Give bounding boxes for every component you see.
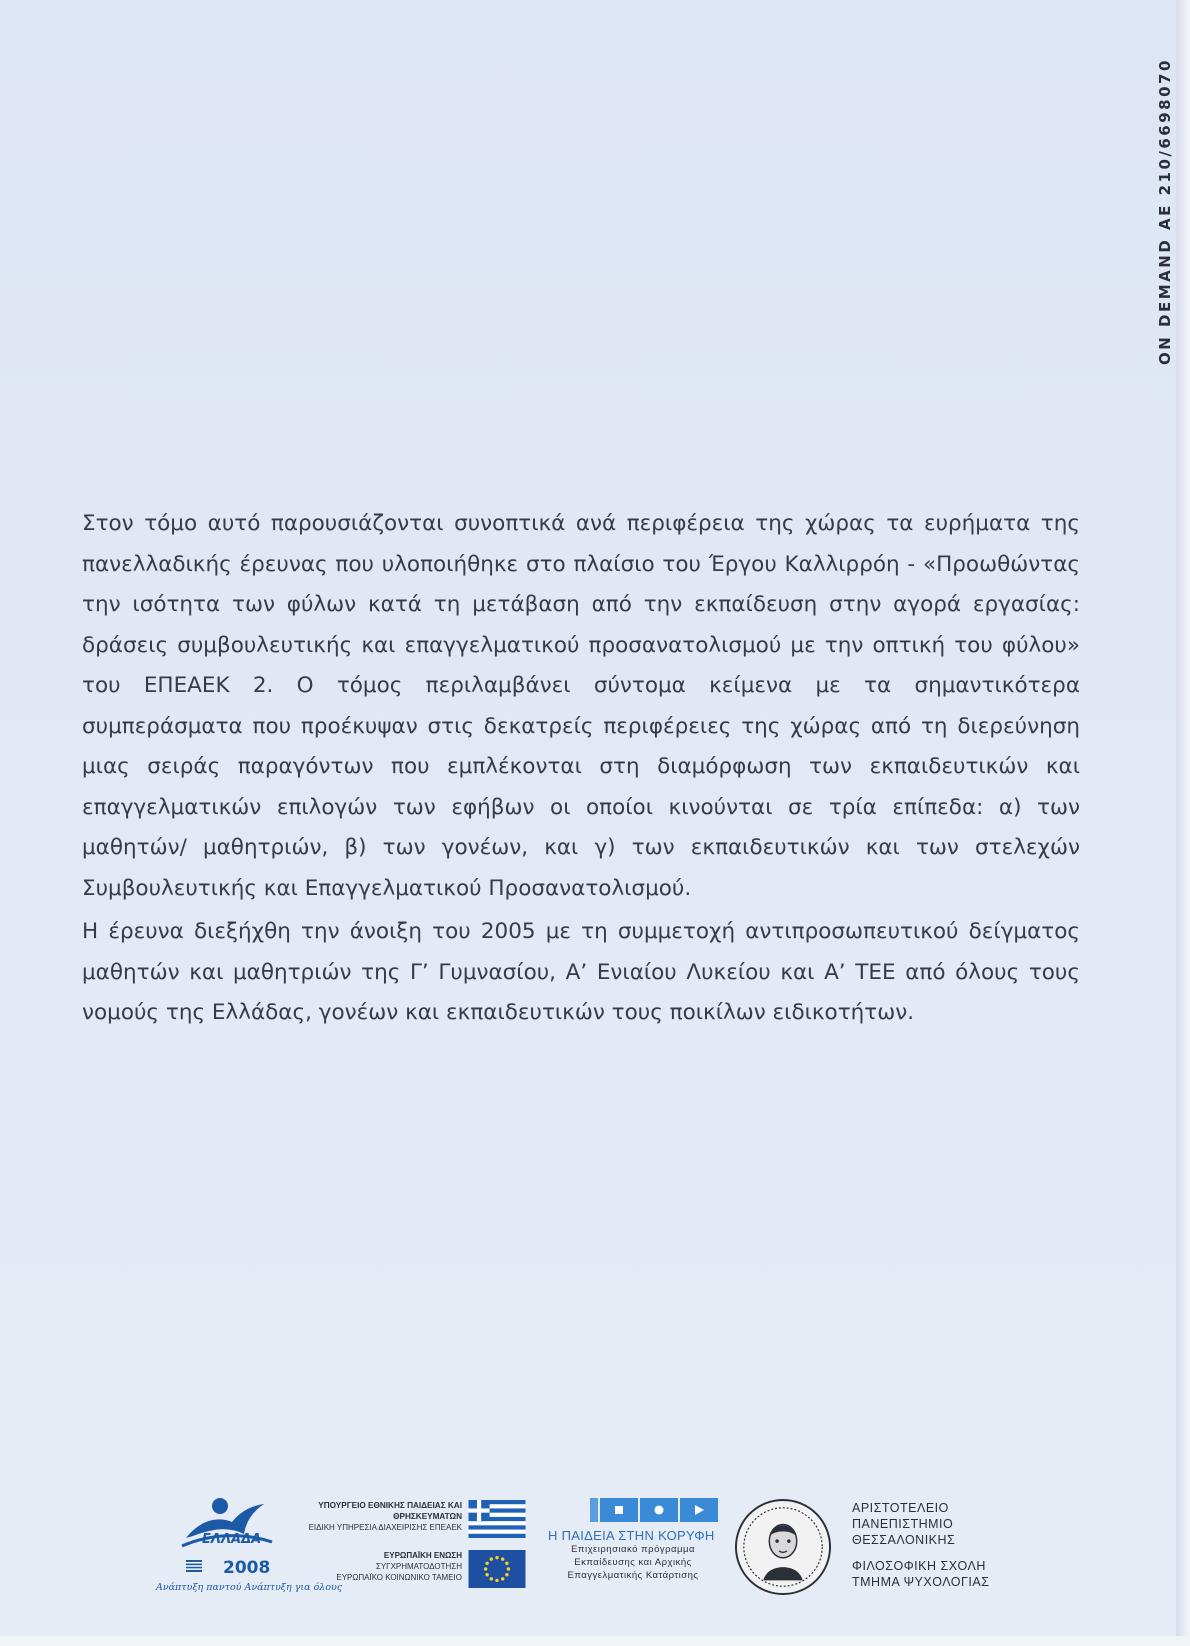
spine-print-code: ON DEMAND AE 210/6698070 bbox=[1156, 58, 1174, 365]
greek-flag-icon bbox=[468, 1500, 526, 1538]
auth-line-1: ΑΡΙΣΤΟΤΕΛΕΙΟ bbox=[852, 1501, 949, 1515]
paideia-logo bbox=[548, 1498, 718, 1582]
auth-line-5: ΤΜΗΜΑ ΨΥΧΟΛΟΓΙΑΣ bbox=[852, 1575, 990, 1589]
eu-name: ΕΥΡΩΠΑΪΚΗ ΕΝΩΣΗ bbox=[383, 1551, 462, 1560]
paideia-sub-1: Επιχειρησιακό πρόγραμμα bbox=[571, 1544, 695, 1555]
paideia-record-icon bbox=[640, 1498, 678, 1522]
paideia-block-icon bbox=[590, 1498, 598, 1522]
ministry-label bbox=[270, 1500, 462, 1533]
ministry-name: ΥΠΟΥΡΓΕΙΟ ΕΘΝΙΚΗΣ ΠΑΙΔΕΙΑΣ ΚΑΙ ΘΡΗΣΚΕΥΜΑΤΩΝ bbox=[318, 1501, 462, 1521]
greek-flag-mini-icon bbox=[186, 1560, 202, 1572]
eu-label bbox=[330, 1550, 462, 1583]
paideia-sub-3: Επαγγελματικής Κατάρτισης bbox=[567, 1570, 699, 1581]
greece-tagline: Ανάπτυξη παντού Ανάπτυξη για όλους bbox=[156, 1582, 343, 1593]
auth-line-2: ΠΑΝΕΠΙΣΤΗΜΙΟ bbox=[852, 1517, 954, 1531]
greece-year: 2008 bbox=[223, 1558, 271, 1578]
eu-cofunding: ΣΥΓΧΡΗΜΑΤΟΔΟΤΗΣΗ bbox=[375, 1562, 462, 1571]
ministry-service: ΕΙΔΙΚΗ ΥΠΗΡΕΣΙΑ ΔΙΑΧΕΙΡΙΣΗΣ ΕΠΕΑΕΚ bbox=[308, 1523, 462, 1532]
sponsor-logos bbox=[0, 1488, 1190, 1638]
auth-line-4: ΦΙΛΟΣΟΦΙΚΗ ΣΧΟΛΗ bbox=[852, 1559, 986, 1573]
paideia-play-icon bbox=[680, 1498, 718, 1522]
eu-social-fund: ΕΥΡΩΠΑΪΚΟ ΚΟΙΝΩΝΙΚΟ ΤΑΜΕΙΟ bbox=[336, 1573, 462, 1582]
aristotle-university-label bbox=[852, 1500, 989, 1590]
page-edge bbox=[1176, 0, 1190, 1646]
cover-description bbox=[82, 504, 1080, 1037]
greece-wordmark: ΕΛΛΑΔΑ bbox=[202, 1532, 262, 1547]
eu-flag-icon bbox=[468, 1550, 526, 1588]
paideia-sub-2: Εκπαίδευσης και Αρχικής bbox=[574, 1557, 692, 1568]
paragraph-2: Η έρευνα διεξήχθη την άνοιξη του 2005 με τη συμμετοχή αντιπροσωπευτικού δείγματος μαθητών και μαθητριών της Γ’ Γυμνασίου, Α’ Ενιαίου Λυκείου και Α’ ΤΕΕ από όλους τους νομούς της Ελλάδας, γονέων και εκπαιδευτικών τους ποικίλων ειδικοτήτων. bbox=[82, 919, 1080, 1025]
paideia-stop-icon bbox=[600, 1498, 638, 1522]
aristotle-university-seal-icon bbox=[734, 1498, 832, 1596]
paideia-media-bar bbox=[590, 1498, 718, 1522]
paragraph-1: Στον τόμο αυτό παρουσιάζονται συνοπτικά ανά περιφέρεια της χώρας τα ευρήματα της πανελλαδικής έρευνας που υλοποιήθηκε στο πλαίσιο του Έργου Καλλιρρόη - «Προωθώντας την ισότητα των φύλων κατά τη μετάβαση από την εκπαίδευση στην αγορά εργασίας: δράσεις συμβουλευτικής και επαγγελματικού προσανατολισμού με την οπτική του φύλου» του ΕΠΕΑΕΚ 2. Ο τόμος περιλαμβάνει σύντομα κείμενα με τα σημαντικότερα συμπεράσματα που προέκυψαν στις δεκατρείς περιφέρειες της χώρας από τη διερεύνηση μιας σειράς παραγόντων που εμπλέκονται στη διαμόρφωση των εκπαιδευτικών και επαγγελματικών επιλογών των εφήβων οι οποίοι κινούνται σε τρία επίπεδα: α) των μαθητών/ μαθητριών, β) των γονέων, και γ) των εκπαιδευτικών και των στελεχών Συμβουλευτικής και Επαγγελματικού Προσανατολισμού. bbox=[82, 511, 1080, 901]
paideia-title: Η ΠΑΙΔΕΙΑ ΣΤΗΝ ΚΟΡΥΦΗ bbox=[548, 1528, 715, 1543]
auth-line-3: ΘΕΣΣΑΛΟΝΙΚΗΣ bbox=[852, 1533, 956, 1547]
